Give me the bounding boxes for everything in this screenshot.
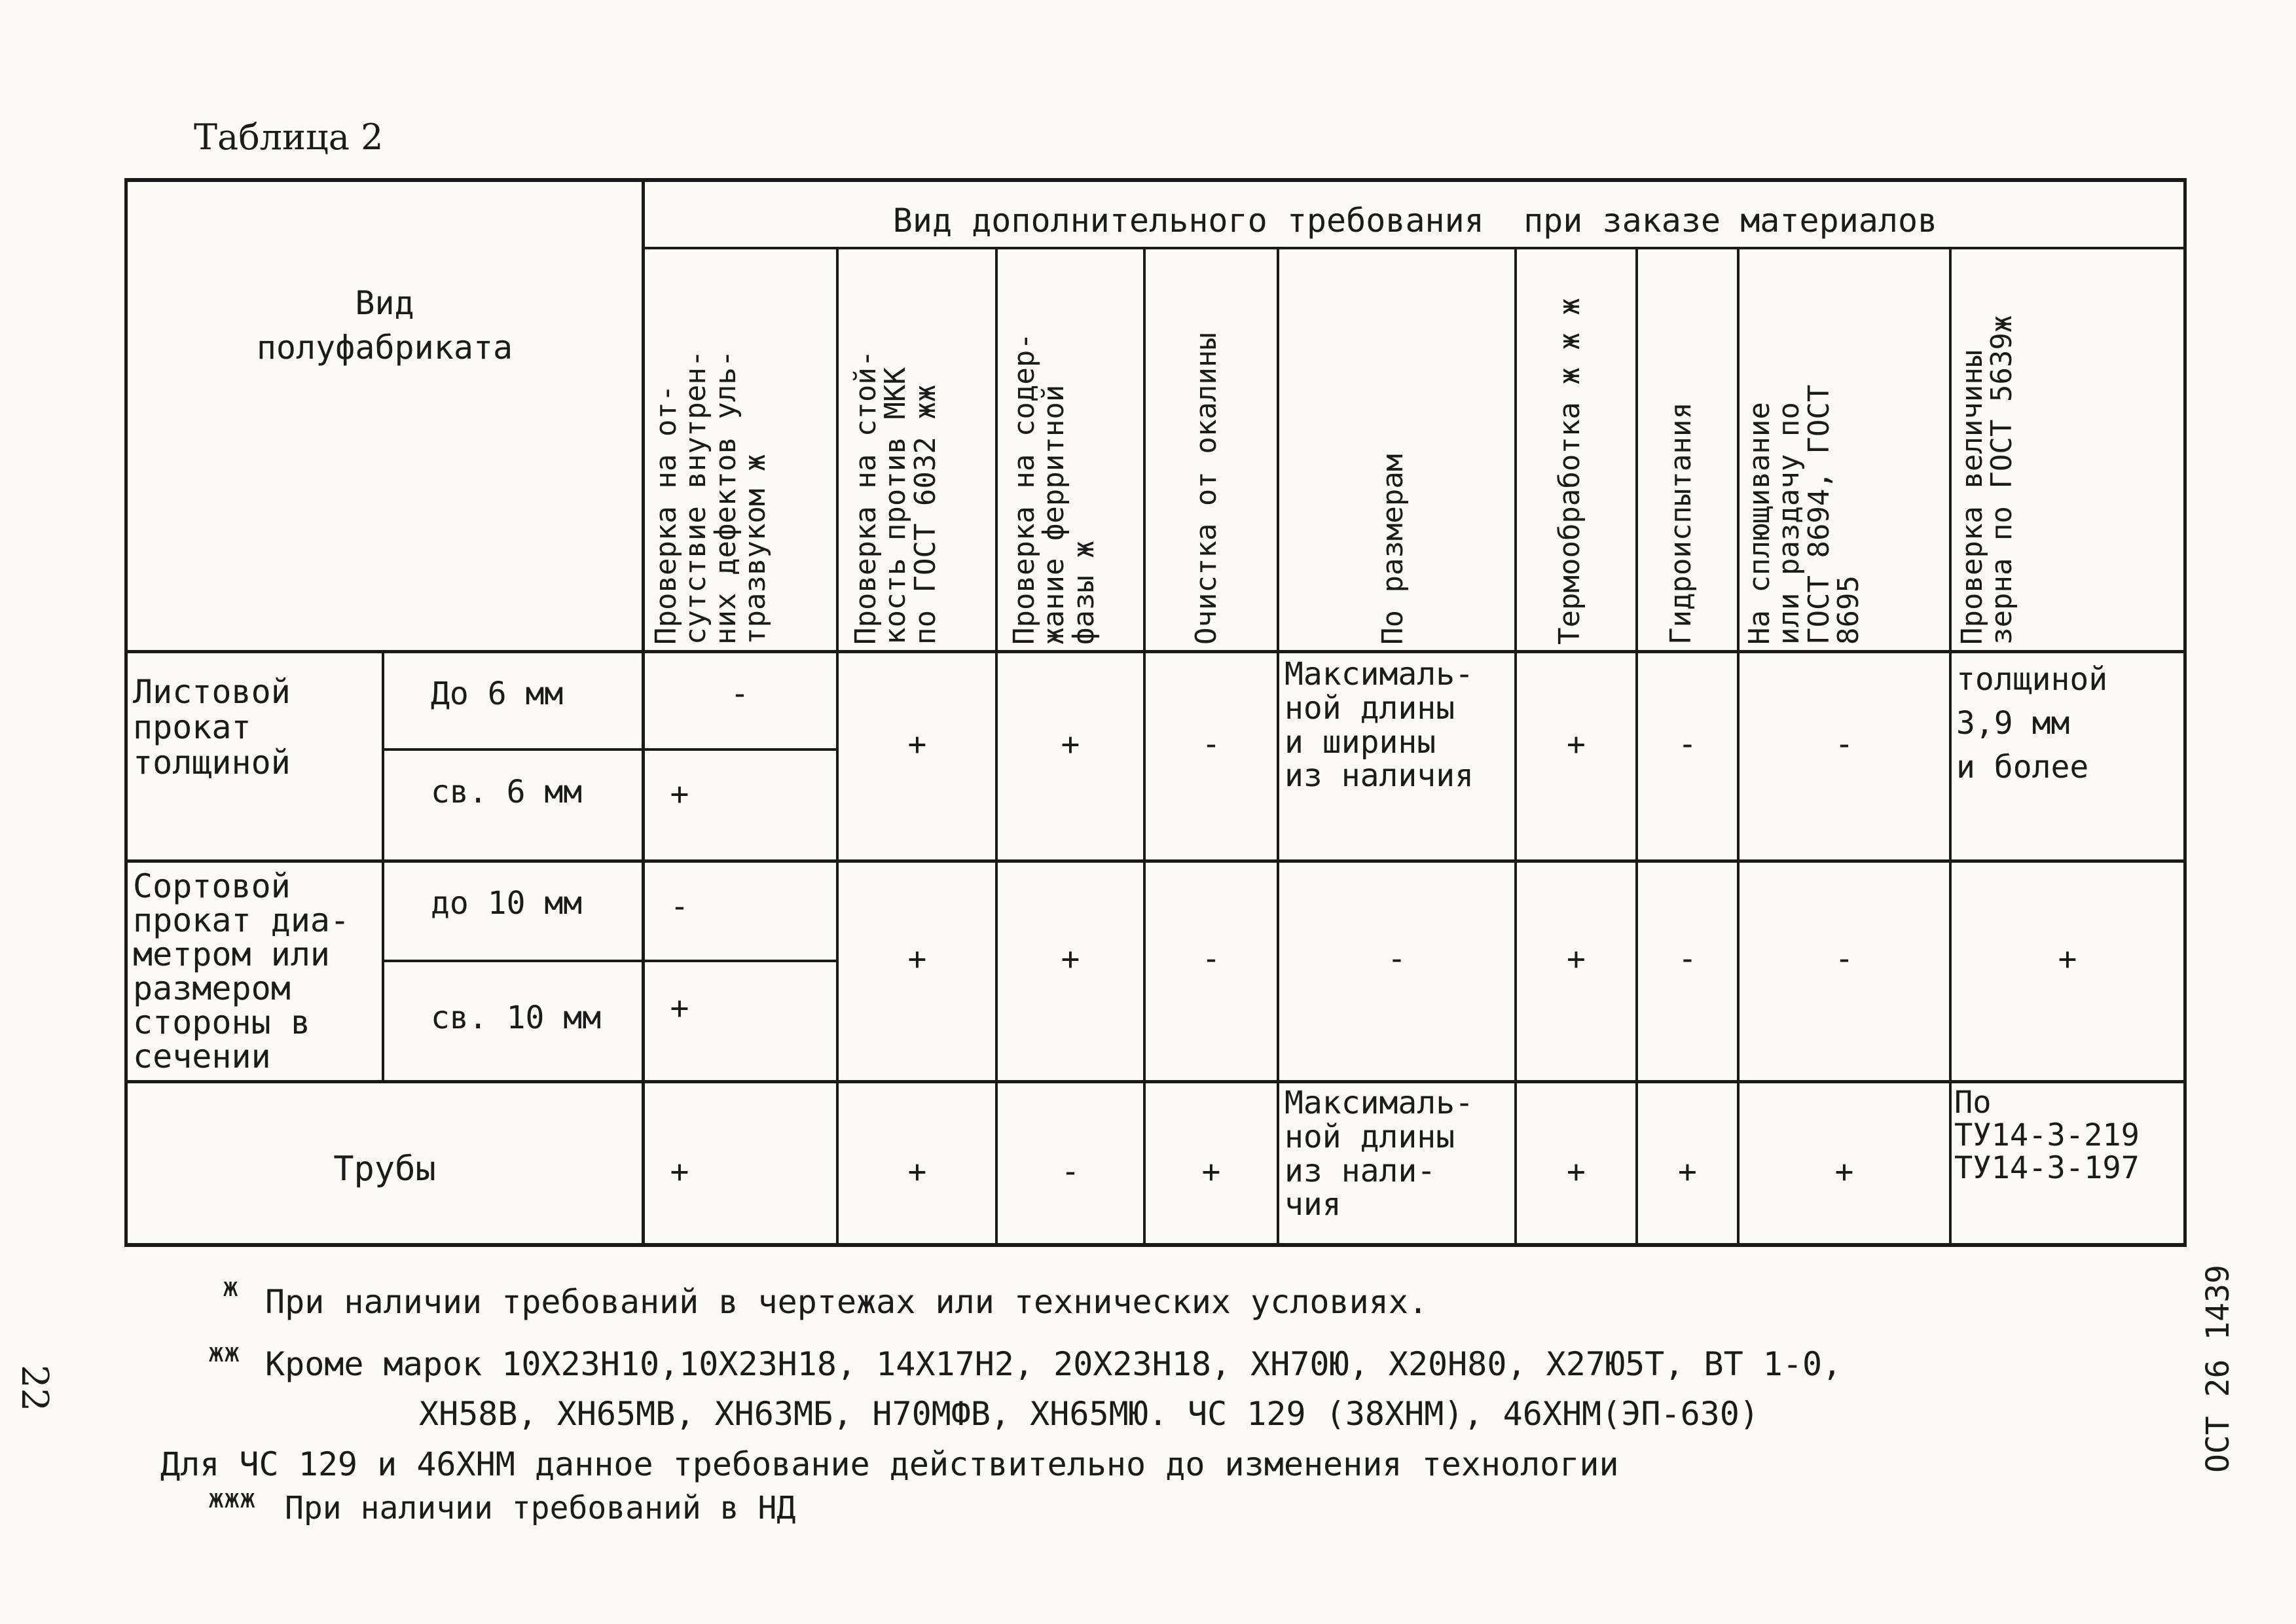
table-caption: Таблица 2 [194,117,384,158]
row-sheet-name: Листовой прокат толщиной [133,673,291,782]
row-sheet-hydro: - [1678,726,1697,763]
row-pipes-grain: По ТУ14-3-219 ТУ14-3-197 [1954,1085,2140,1186]
col-header-hydro: Гидроиспытания [1664,402,1698,645]
row-sheet-sub-2: св. 6 мм [431,774,583,810]
row-pipes-heat: + [1567,1153,1586,1190]
row-bar-size: - [1387,941,1406,977]
row-pipes-hydro: + [1678,1153,1697,1190]
side-document-code: ОСТ 26 1439 [2200,1265,2236,1473]
footnote-2-line-2: ХН58В, ХН65МВ, ХН63МБ, Н70МФВ, ХН65МЮ. ЧС 129 (38ХНМ), 46ХНМ(ЭП-630) [419,1395,1759,1433]
col-header-grain: Проверка величины зерна по ГОСТ 5639ж [1956,315,2019,645]
group-header: Вид дополнительного требования при заказе материалов [892,202,1938,240]
row-bar-mkk: + [907,941,927,977]
row-pipes-mkk: + [907,1153,927,1190]
row-bar-sub-1: до 10 мм [431,885,583,922]
row-sheet-ultrasound-1: - [730,676,750,712]
row-pipes-flatten: + [1834,1153,1854,1190]
row-sheet-grain: толщиной 3,9 мм и более [1956,661,2108,786]
row-bar-ferrite: + [1061,941,1080,977]
col-header-size: По размерам [1376,454,1410,645]
row-bar-hydro: - [1678,941,1697,977]
col-header-flatten: На сплющивание или раздачу по ГОСТ 8694, ГОСТ 8695 [1743,384,1865,645]
row-sheet-scale: - [1201,726,1221,763]
row-pipes-scale: + [1201,1153,1221,1190]
row-bar-flatten: - [1834,941,1854,977]
row-bar-heat: + [1567,941,1586,977]
row-sheet-ultrasound-2: + [670,776,689,812]
col-header-scale: Очистка от окалины [1190,333,1223,645]
row-sheet-mkk: + [907,726,927,763]
row-bar-name: Сортовой прокат диа- метром или размером стороны в сечении [133,867,350,1075]
stub-header: Вид полуфабриката [256,284,513,367]
footnote-1: При наличии требований в чертежах или технических условиях. [265,1283,1429,1321]
row-sheet-sub-1: До 6 мм [431,676,564,712]
row-pipes-ferrite: - [1061,1153,1080,1190]
footnote-2-line-1: Кроме марок 10Х23Н10,10Х23Н18, 14Х17Н2, 20Х23Н18, ХН70Ю, Х20Н80, Х27Ю5Т, ВТ 1-0, [265,1345,1842,1383]
col-header-ferrite: Проверка на содер- жание ферритной фазы ж [1008,333,1101,645]
footnote-1-mark: ж [223,1272,239,1303]
row-sheet-flatten: - [1834,726,1854,763]
row-bar-sub-2: св. 10 мм [431,1000,602,1036]
row-pipes-name: Трубы [333,1149,436,1189]
row-pipes-size: Максималь- ной длины из нали- чия [1285,1085,1474,1223]
col-header-heat: Термообработка ж ж ж [1553,298,1586,645]
footnote-3: При наличии требований в НД [285,1490,796,1526]
row-bar-scale: - [1201,941,1221,977]
row-bar-ultrasound-2: + [670,990,689,1026]
footnote-3-mark: жжж [208,1484,256,1514]
row-sheet-ferrite: + [1061,726,1080,763]
page-number: 22 [13,1365,56,1412]
row-bar-grain: + [2058,941,2077,977]
row-sheet-size: Максималь- ной длины и ширины из наличия [1285,656,1474,795]
row-sheet-heat: + [1567,726,1586,763]
row-pipes-ultrasound: + [670,1153,689,1190]
row-bar-ultrasound-1: - [670,888,689,925]
col-header-ultrasound: Проверка на от- сутствие внутрен- них дефектов уль- тразвуком ж [649,350,772,645]
footnote-2-line-3: Для ЧС 129 и 46ХНМ данное требование действительно до изменения технологии [160,1445,1619,1483]
footnote-2-mark: жж [208,1338,240,1368]
col-header-mkk: Проверка на стой- кость против МКК по ГОСТ 6032 жж [849,350,942,645]
